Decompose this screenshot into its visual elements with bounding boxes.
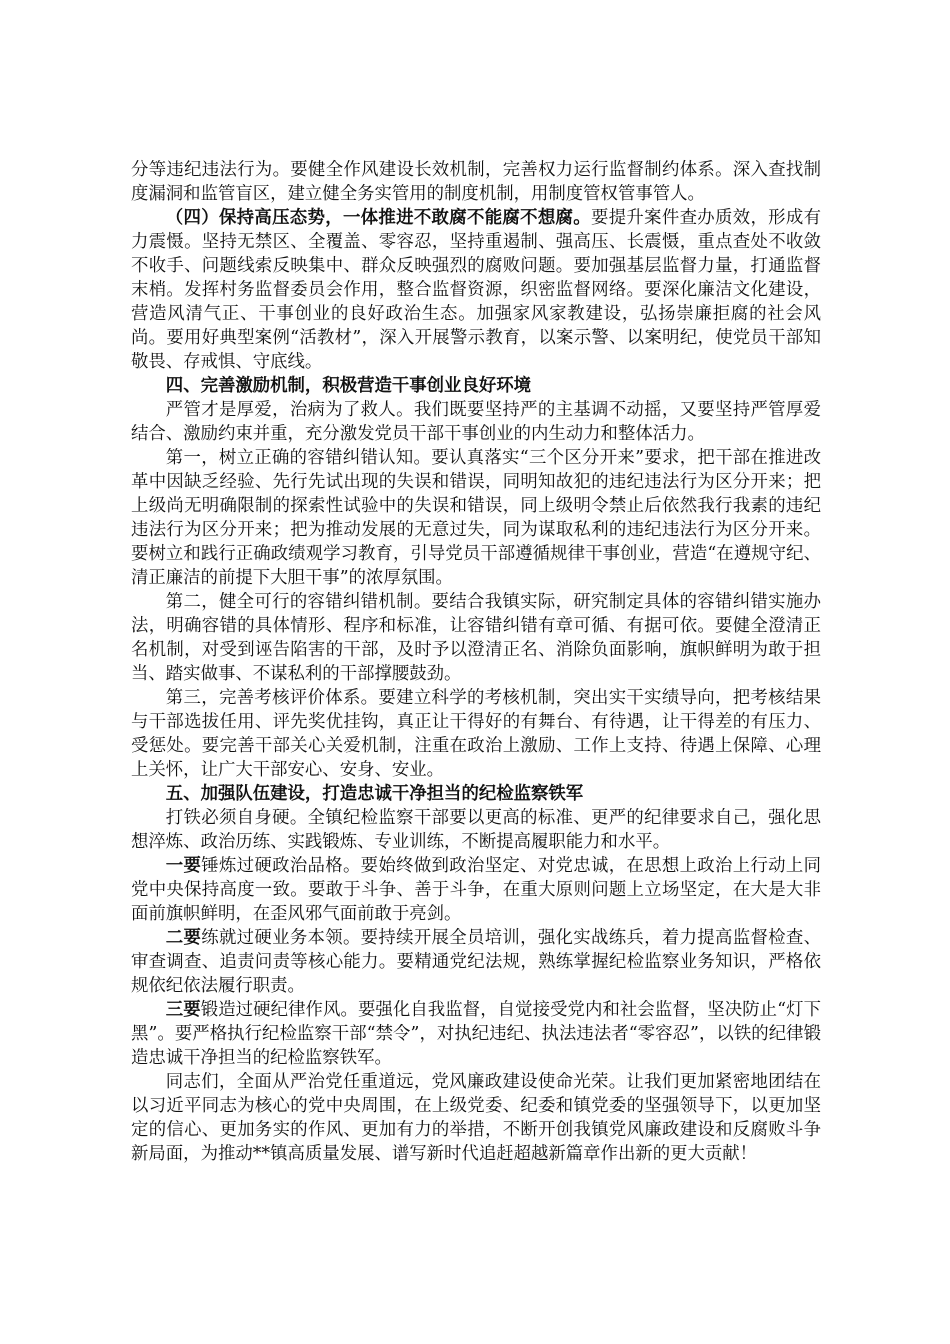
paragraph-lead: 二要	[165, 928, 202, 948]
paragraph-first: 第一，树立正确的容错纠错认知。要认真落实“三个区分开来”要求，把干部在推进改革中因缺乏经验、先行先试出现的失误和错误，同明知故犯的违纪违法行为区分开来；把上级尚无明确限制的探索性试验中的失误和错误，同上级明令禁止后依然我行我素的违纪违法行为区分开来；把为推动发展的无意过失，同为谋取私利的违纪违法行为区分开来。要树立和践行正确政绩观学习教育，引导党员干部遵循规律干事创业，营造“在遵规守纪、清正廉洁的前提下大胆干事”的浓厚氛围。	[131, 448, 821, 588]
paragraph-continuation: 分等违纪违法行为。要健全作风建设长效机制，完善权力运行监督制约体系。深入查找制度漏洞和监管盲区，建立健全务实管用的制度机制，用制度管权管事管人。	[131, 160, 821, 204]
paragraph-must-3: 三要锻造过硬纪律作风。要强化自我监督，自觉接受党内和社会监督，坚决防止“灯下黑”。要严格执行纪检监察干部“禁令”，对执纪违纪、执法违法者“零容忍”，以铁的纪律锻造忠诚干净担当的纪检监察铁军。	[131, 1000, 821, 1068]
paragraph-must-2: 二要练就过硬业务本领。要持续开展全员培训，强化实战练兵，着力提高监督检查、审查调查、追责问责等核心能力。要精通党纪法规，熟练掌握纪检监察业务知识，严格依规依纪依法履行职责。	[131, 928, 821, 996]
paragraph-must-1: 一要锤炼过硬政治品格。要始终做到政治坚定、对党忠诚，在思想上政治上行动上同党中央保持高度一致。要敢于斗争、善于斗争，在重大原则问题上立场坚定，在大是大非面前旗帜鲜明，在歪风邪气面前敢于亮剑。	[131, 856, 821, 924]
paragraph-second: 第二，健全可行的容错纠错机制。要结合我镇实际，研究制定具体的容错纠错实施办法，明确容错的具体情形、程序和标准，让容错纠错有章可循、有据可依。要健全澄清正名机制，对受到诬告陷害的干部，及时予以澄清正名、消除负面影响，旗帜鲜明为敢于担当、踏实做事、不谋私利的干部撑腰鼓劲。	[131, 592, 821, 684]
paragraph-lead: 三要	[165, 1000, 201, 1020]
paragraph-third: 第三，完善考核评价体系。要建立科学的考核机制，突出实干实绩导向，把考核结果与干部选拔任用、评先奖优挂钩，真正让干得好的有舞台、有待遇，让干得差的有压力、受惩处。要完善干部关心关爱机制，注重在政治上激励、工作上支持、待遇上保障、心理上关怀，让广大干部安心、安身、安业。	[131, 688, 821, 780]
paragraph-section-4: （四）保持高压态势，一体推进不敢腐不能腐不想腐。要提升案件查办质效，形成有力震慑。坚持无禁区、全覆盖、零容忍，坚持重遏制、强高压、长震慑，重点查处不收敛不收手、问题线索反映集中、群众反映强烈的腐败问题。要加强基层监督力量，打通监督末梢。发挥村务监督委员会作用，整合监督资源，织密监督网络。要深化廉洁文化建设，营造风清气正、干事创业的良好政治生态。加强家风家教建设，弘扬崇廉拒腐的社会风尚。要用好典型案例“活教材”，深入开展警示教育，以案示警、以案明纪，使党员干部知敬畏、存戒惧、守底线。	[131, 208, 821, 372]
paragraph-lead: 一要	[165, 856, 202, 876]
paragraph-lead: （四）保持高压态势，一体推进不敢腐不能腐不想腐。	[165, 208, 591, 228]
paragraph-intro-incentive: 严管才是厚爱，治病为了救人。我们既要坚持严的主基调不动摇，又要坚持严管厚爱结合、激励约束并重，充分激发党员干部干事创业的内生动力和整体活力。	[131, 400, 821, 444]
paragraph-intro-team: 打铁必须自身硬。全镇纪检监察干部要以更高的标准、更严的纪律要求自己，强化思想淬炼、政治历练、实践锻炼、专业训练，不断提高履职能力和水平。	[131, 808, 821, 852]
paragraph-closing: 同志们，全面从严治党任重道远，党风廉政建设使命光荣。让我们更加紧密地团结在以习近平同志为核心的党中央周围，在上级党委、纪委和镇党委的坚强领导下，以更加坚定的信心、更加务实的作风、更加有力的举措，不断开创我镇党风廉政建设和反腐败斗争新局面，为推动**镇高质量发展、谱写新时代追赶超越新篇章作出新的更大贡献！	[131, 1072, 821, 1164]
document-page	[131, 158, 821, 1166]
section-heading-5: 五、加强队伍建设，打造忠诚干净担当的纪检监察铁军	[165, 784, 584, 804]
section-heading-4: 四、完善激励机制，积极营造干事创业良好环境	[165, 376, 532, 396]
